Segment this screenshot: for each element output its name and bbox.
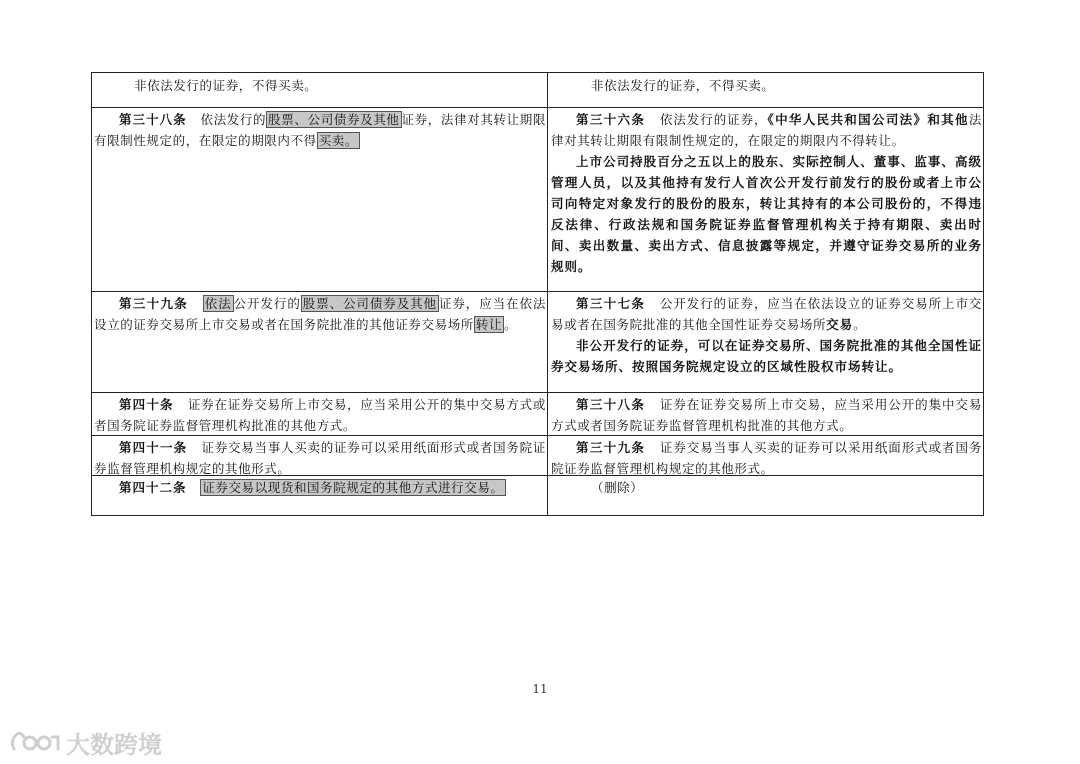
article-text: 法律对其转让期限有限制性规定的，在限定的期限内不得转让。	[551, 112, 982, 148]
row-divider	[92, 392, 983, 393]
article-number: 第三十六条	[576, 112, 646, 127]
highlighted-text: 股票、公司债券及其他	[302, 296, 437, 311]
table-cell-old	[94, 437, 546, 479]
table-cell-old	[94, 75, 546, 96]
watermark-text: 大数跨境	[66, 730, 162, 759]
highlighted-text: 证券交易以现货和国务院规定的其他方式进行交易。	[202, 480, 504, 495]
table-cell-new	[551, 437, 982, 479]
cell-text: 非依法发行的证券，不得买卖。	[591, 78, 775, 93]
bold-text: 交易	[826, 317, 854, 332]
cell-text: 非依法发行的证券，不得买卖。	[134, 78, 318, 93]
column-divider	[547, 73, 548, 515]
article-text: 依法发行的证券，	[659, 112, 768, 127]
highlighted-text: 转让	[475, 317, 503, 332]
table-cell-old	[94, 477, 546, 498]
page-number: 11	[532, 682, 548, 696]
deleted-note: （删除）	[591, 480, 644, 495]
table-cell-new	[551, 293, 982, 377]
watermark	[8, 726, 162, 758]
article-number: 第四十一条	[119, 440, 188, 455]
article-text: 。	[504, 317, 518, 332]
table-cell-new	[551, 109, 982, 277]
article-text: 证券，应当在依法设立的证券交易所上市交易或者在国务院批准的其他证券交易场所	[94, 296, 546, 332]
article-number: 第四十二条	[119, 480, 187, 495]
table-cell-new	[551, 394, 982, 436]
article-text: 公开发行的证券，应当在依法设立的证券交易所上市交易或者在国务院批准的其他全国性证券交易场所	[551, 296, 982, 332]
article-text: 证券交易当事人买卖的证券可以采用纸面形式或者国务院证券监督管理机构规定的其他形式。	[551, 440, 982, 476]
article-number: 第四十条	[119, 397, 174, 412]
watermark-logo-icon	[8, 727, 62, 757]
highlighted-text: 依法	[204, 296, 232, 311]
article-number: 第三十九条	[119, 296, 189, 311]
table-cell-old	[94, 394, 546, 436]
article-text: 依法发行的	[200, 112, 267, 127]
table-cell-new	[551, 477, 982, 498]
row-divider	[92, 107, 983, 108]
bold-text: 《中华人民共和国公司法》和其他	[767, 112, 969, 127]
table-cell-old	[94, 109, 546, 151]
article-number: 第三十八条	[119, 112, 187, 127]
article-number: 第三十八条	[576, 397, 646, 412]
row-divider	[92, 291, 983, 292]
article-text: 证券交易当事人买卖的证券可以采用纸面形式或者国务院证券监督管理机构规定的其他形式。	[94, 440, 546, 476]
article-text: 证券在证券交易所上市交易，应当采用公开的集中交易方式或者国务院证券监督管理机构批准的其他方式。	[94, 397, 546, 433]
article-number: 第三十七条	[576, 296, 646, 311]
highlighted-text: 股票、公司债券及其他	[268, 112, 400, 127]
added-paragraph: 上市公司持股百分之五以上的股东、实际控制人、董事、监事、高级管理人员，以及其他持有发行人首次公开发行前发行的股份或者上市公司向特定对象发行的股份的股东，转让其持有的本公司股份的，不得违反法律、行政法规和国务院证券监督管理机构关于持有期限、卖出时间、卖出数量、卖出方式、信息披露等规定，并遵守证券交易所的业务规则。	[551, 154, 982, 274]
table-cell-new	[551, 75, 982, 96]
article-text: 证券在证券交易所上市交易，应当采用公开的集中交易方式或者国务院证券监督管理机构批准的其他方式。	[551, 397, 982, 433]
article-number: 第三十九条	[576, 440, 646, 455]
comparison-table	[91, 72, 984, 516]
article-text: 证券，法律对其转让期限有限制性规定的，在限定的期限内不得	[94, 112, 546, 148]
article-text: 公开发行的	[233, 296, 301, 311]
article-text: 。	[853, 317, 867, 332]
table-cell-old	[94, 293, 546, 335]
highlighted-text: 买卖。	[318, 133, 359, 148]
added-paragraph: 非公开发行的证券，可以在证券交易所、国务院批准的其他全国性证券交易场所、按照国务院规定设立的区域性股权市场转让。	[551, 338, 982, 374]
